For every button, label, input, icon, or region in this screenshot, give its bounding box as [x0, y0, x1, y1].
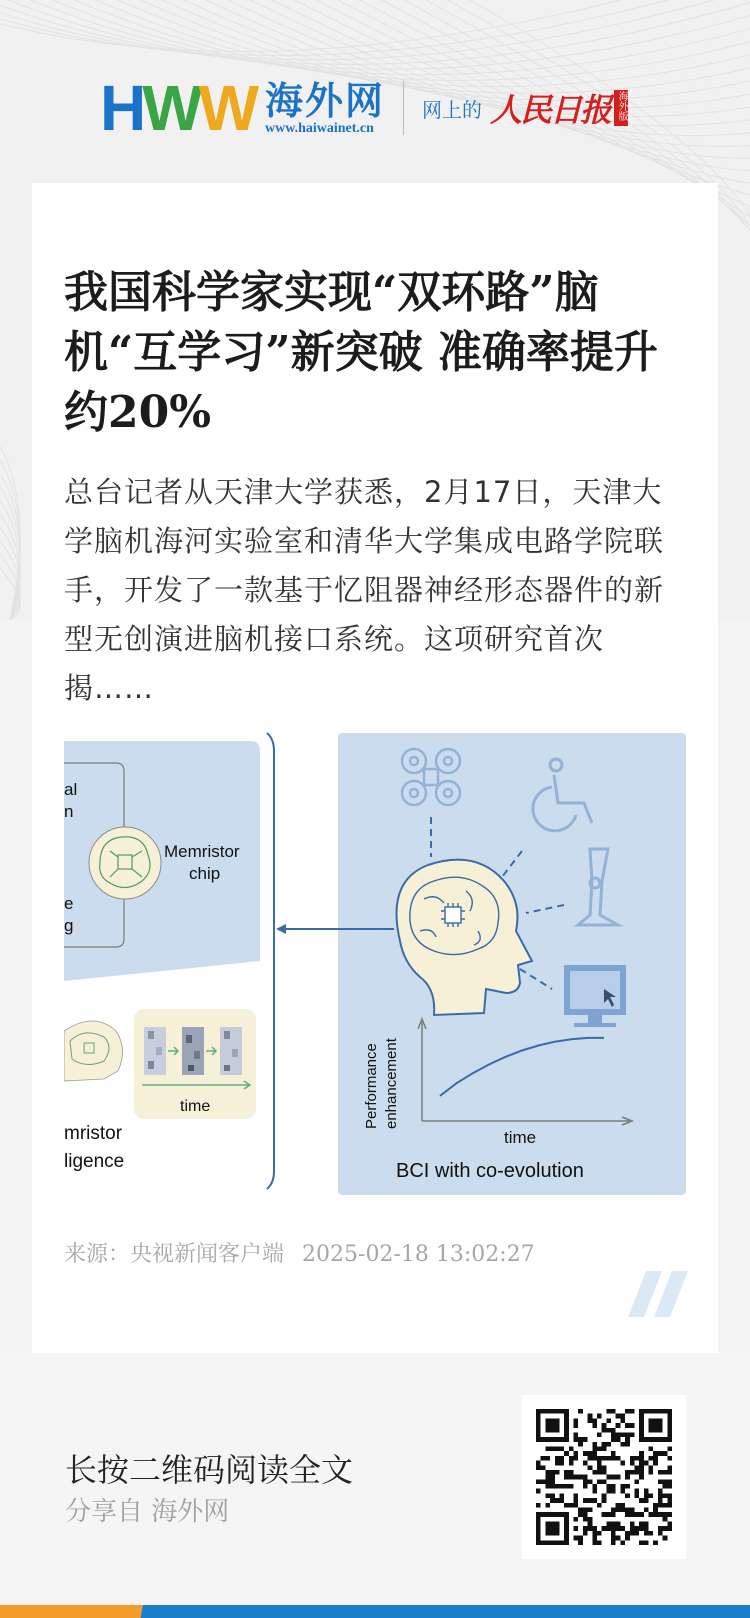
left-label-3: e — [64, 894, 74, 913]
qr-cta-text: 长按二维码阅读全文 — [65, 1451, 354, 1489]
publish-timestamp: 2025-02-18 13:02:27 — [302, 1242, 535, 1267]
article-summary: 总台记者从天津大学获悉，2月17日，天津大学脑机海河实验室和清华大学集成电路学院联手，开发了一款基于忆阻器神经形态器件的新型无创演进脑机接口系统。这项研究首次揭…… — [64, 475, 665, 705]
article-source — [64, 1237, 535, 1268]
chart-y-label-1: Performance — [363, 1043, 380, 1129]
share-footer — [0, 1353, 750, 1605]
header-tagline: 网上的 — [422, 97, 483, 122]
source-label: 来源：央视新闻客户端 — [64, 1242, 285, 1267]
chip-label-2: chip — [189, 864, 221, 883]
chip-label-1: Memristor — [164, 842, 240, 861]
time-label-small: time — [180, 1098, 211, 1115]
logo-url: www.haiwainet.cn — [265, 121, 374, 136]
qr-code-icon — [536, 1409, 672, 1545]
pixel-patches-icon — [144, 1027, 242, 1075]
small-head-icon — [64, 1021, 123, 1081]
panel-caption: BCI with co-evolution — [396, 1160, 584, 1182]
quote-mark-icon — [628, 1271, 688, 1317]
bottom-left-label-2: ligence — [64, 1151, 125, 1172]
bottom-color-bar — [0, 1605, 750, 1618]
site-header — [100, 72, 660, 144]
left-label-4: g — [64, 916, 74, 935]
article-figure — [64, 731, 686, 1195]
chart-x-label: time — [504, 1128, 537, 1147]
left-label-2: n — [64, 802, 74, 821]
panel-arrowhead — [276, 924, 286, 934]
bracket-line — [267, 733, 274, 1189]
article-title: 我国科学家实现“双环路”脑机“互学习”新突破 准确率提升约20% — [64, 267, 658, 438]
peoples-daily-logo: 人民日报 — [490, 91, 611, 129]
qr-code[interactable] — [522, 1395, 686, 1559]
figure-svg — [64, 731, 686, 1195]
share-source-text: 分享自 海外网 — [65, 1497, 230, 1527]
chart-y-label-2: enhancement — [383, 1038, 400, 1129]
hww-logo-letters: H W W — [100, 72, 256, 144]
header-divider — [403, 81, 404, 135]
logo-chinese-name: 海外网 — [265, 78, 386, 123]
overseas-edition-badge: 海外版 — [614, 90, 628, 126]
bottom-left-label-1: mristor — [64, 1123, 123, 1144]
article-card[interactable] — [32, 183, 718, 1353]
haiwainet-logo[interactable] — [100, 72, 386, 144]
left-label-1: al — [64, 780, 78, 799]
